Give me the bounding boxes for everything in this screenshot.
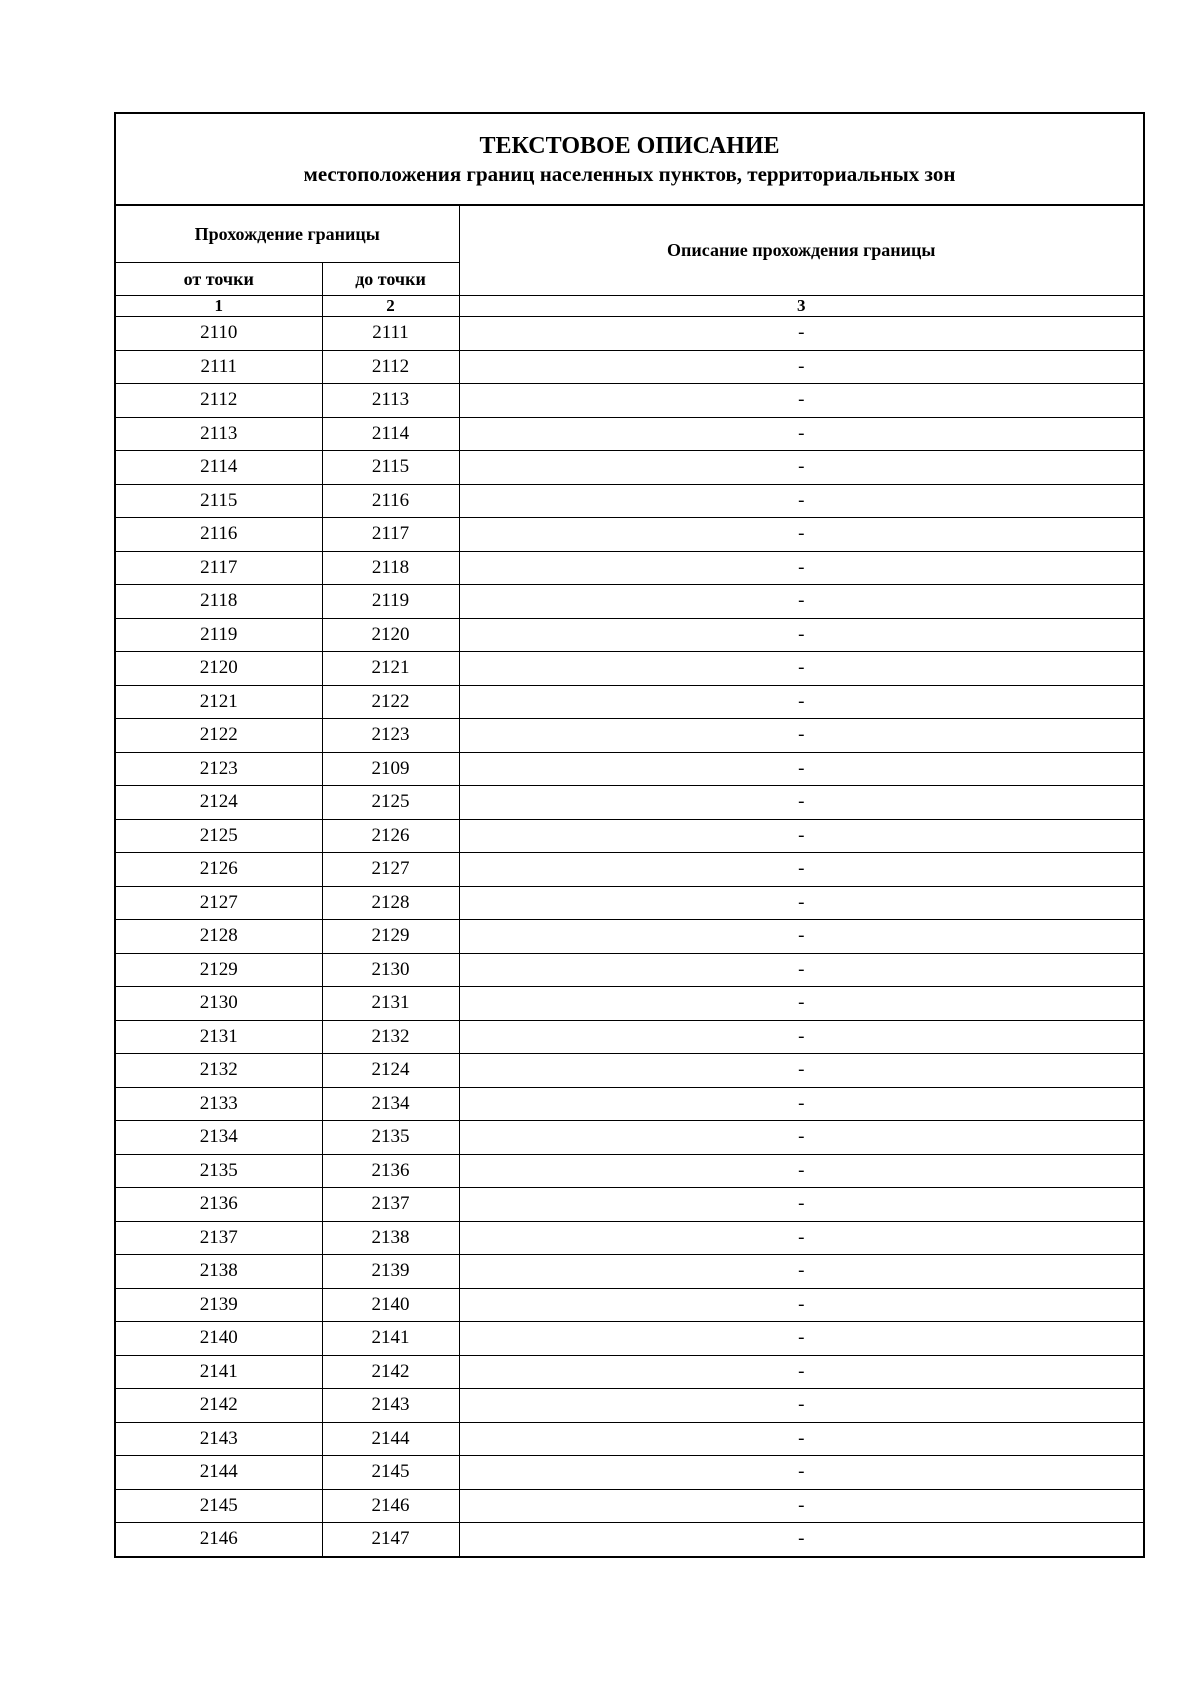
cell-to-point: 2117 (322, 518, 459, 552)
table-row (116, 1288, 1143, 1322)
cell-description: - (459, 652, 1143, 686)
cell-to-point: 2119 (322, 585, 459, 619)
table-row (116, 484, 1143, 518)
cell-from-point: 2118 (116, 585, 322, 619)
cell-description: - (459, 685, 1143, 719)
table-row (116, 1087, 1143, 1121)
cell-to-point: 2109 (322, 752, 459, 786)
cell-to-point: 2142 (322, 1355, 459, 1389)
cell-to-point: 2137 (322, 1188, 459, 1222)
table-row (116, 886, 1143, 920)
cell-description: - (459, 384, 1143, 418)
cell-description: - (459, 987, 1143, 1021)
table-row (116, 987, 1143, 1021)
cell-from-point: 2122 (116, 719, 322, 753)
cell-description: - (459, 1422, 1143, 1456)
table-row (116, 685, 1143, 719)
table-row (116, 920, 1143, 954)
cell-description: - (459, 417, 1143, 451)
cell-from-point: 2127 (116, 886, 322, 920)
cell-description: - (459, 484, 1143, 518)
table-row (116, 1020, 1143, 1054)
header-description: Описание прохождения границы (459, 206, 1143, 296)
cell-from-point: 2135 (116, 1154, 322, 1188)
cell-from-point: 2129 (116, 953, 322, 987)
cell-to-point: 2111 (322, 317, 459, 351)
cell-description: - (459, 1020, 1143, 1054)
cell-from-point: 2145 (116, 1489, 322, 1523)
cell-from-point: 2121 (116, 685, 322, 719)
cell-to-point: 2146 (322, 1489, 459, 1523)
header-boundary-passage: Прохождение границы (116, 206, 459, 263)
cell-from-point: 2128 (116, 920, 322, 954)
column-number-1: 1 (116, 296, 322, 317)
cell-description: - (459, 1288, 1143, 1322)
cell-description: - (459, 451, 1143, 485)
column-number-2: 2 (322, 296, 459, 317)
cell-from-point: 2139 (116, 1288, 322, 1322)
cell-from-point: 2119 (116, 618, 322, 652)
table-row (116, 451, 1143, 485)
cell-to-point: 2112 (322, 350, 459, 384)
cell-description: - (459, 819, 1143, 853)
cell-from-point: 2110 (116, 317, 322, 351)
cell-from-point: 2141 (116, 1355, 322, 1389)
table-row (116, 1389, 1143, 1423)
cell-description: - (459, 1121, 1143, 1155)
cell-to-point: 2138 (322, 1221, 459, 1255)
table-row (116, 1322, 1143, 1356)
cell-to-point: 2122 (322, 685, 459, 719)
table-row (116, 1422, 1143, 1456)
header-from-point: от точки (116, 263, 322, 296)
table-row (116, 1489, 1143, 1523)
cell-from-point: 2137 (116, 1221, 322, 1255)
table-row (116, 1255, 1143, 1289)
cell-from-point: 2124 (116, 786, 322, 820)
cell-description: - (459, 1255, 1143, 1289)
cell-from-point: 2115 (116, 484, 322, 518)
cell-description: - (459, 1322, 1143, 1356)
cell-to-point: 2130 (322, 953, 459, 987)
table-row (116, 719, 1143, 753)
header-to-point: до точки (322, 263, 459, 296)
cell-to-point: 2131 (322, 987, 459, 1021)
cell-from-point: 2112 (116, 384, 322, 418)
table-row (116, 652, 1143, 686)
table-row (116, 417, 1143, 451)
table-row (116, 1154, 1143, 1188)
cell-from-point: 2114 (116, 451, 322, 485)
cell-description: - (459, 1154, 1143, 1188)
cell-to-point: 2136 (322, 1154, 459, 1188)
cell-description: - (459, 1489, 1143, 1523)
cell-from-point: 2143 (116, 1422, 322, 1456)
cell-from-point: 2146 (116, 1523, 322, 1556)
cell-from-point: 2117 (116, 551, 322, 585)
cell-from-point: 2136 (116, 1188, 322, 1222)
title-block (116, 114, 1143, 206)
cell-description: - (459, 585, 1143, 619)
cell-description: - (459, 752, 1143, 786)
table-row (116, 1523, 1143, 1556)
table-row (116, 1054, 1143, 1088)
cell-to-point: 2113 (322, 384, 459, 418)
cell-description: - (459, 886, 1143, 920)
cell-to-point: 2125 (322, 786, 459, 820)
cell-from-point: 2142 (116, 1389, 322, 1423)
cell-to-point: 2144 (322, 1422, 459, 1456)
boundary-table (116, 206, 1143, 1556)
cell-to-point: 2123 (322, 719, 459, 753)
table-row (116, 1456, 1143, 1490)
cell-from-point: 2138 (116, 1255, 322, 1289)
cell-to-point: 2139 (322, 1255, 459, 1289)
cell-from-point: 2131 (116, 1020, 322, 1054)
table-row (116, 1188, 1143, 1222)
cell-description: - (459, 1221, 1143, 1255)
cell-to-point: 2140 (322, 1288, 459, 1322)
cell-description: - (459, 551, 1143, 585)
cell-to-point: 2120 (322, 618, 459, 652)
cell-description: - (459, 317, 1143, 351)
cell-description: - (459, 1389, 1143, 1423)
column-number-3: 3 (459, 296, 1143, 317)
cell-to-point: 2116 (322, 484, 459, 518)
cell-to-point: 2118 (322, 551, 459, 585)
cell-to-point: 2143 (322, 1389, 459, 1423)
document-title: ТЕКСТОВОЕ ОПИСАНИЕ (479, 133, 780, 159)
table-row (116, 786, 1143, 820)
cell-to-point: 2147 (322, 1523, 459, 1556)
cell-from-point: 2133 (116, 1087, 322, 1121)
cell-from-point: 2144 (116, 1456, 322, 1490)
cell-description: - (459, 1087, 1143, 1121)
table-row (116, 1221, 1143, 1255)
cell-description: - (459, 853, 1143, 887)
table-row (116, 752, 1143, 786)
cell-from-point: 2120 (116, 652, 322, 686)
cell-description: - (459, 1355, 1143, 1389)
cell-description: - (459, 920, 1143, 954)
cell-to-point: 2128 (322, 886, 459, 920)
table-row (116, 585, 1143, 619)
table-row (116, 819, 1143, 853)
boundary-description-sheet (114, 112, 1145, 1558)
table-row (116, 1121, 1143, 1155)
cell-description: - (459, 1054, 1143, 1088)
table-row (116, 551, 1143, 585)
cell-to-point: 2129 (322, 920, 459, 954)
cell-description: - (459, 618, 1143, 652)
cell-from-point: 2113 (116, 417, 322, 451)
cell-description: - (459, 1456, 1143, 1490)
cell-from-point: 2132 (116, 1054, 322, 1088)
cell-from-point: 2126 (116, 853, 322, 887)
cell-to-point: 2141 (322, 1322, 459, 1356)
cell-from-point: 2123 (116, 752, 322, 786)
cell-description: - (459, 1188, 1143, 1222)
cell-to-point: 2134 (322, 1087, 459, 1121)
cell-to-point: 2114 (322, 417, 459, 451)
table-body (116, 317, 1143, 1556)
cell-to-point: 2127 (322, 853, 459, 887)
table-row (116, 384, 1143, 418)
cell-from-point: 2140 (116, 1322, 322, 1356)
cell-to-point: 2132 (322, 1020, 459, 1054)
cell-to-point: 2121 (322, 652, 459, 686)
cell-to-point: 2115 (322, 451, 459, 485)
cell-to-point: 2126 (322, 819, 459, 853)
cell-description: - (459, 350, 1143, 384)
cell-from-point: 2130 (116, 987, 322, 1021)
cell-description: - (459, 953, 1143, 987)
table-row (116, 953, 1143, 987)
cell-description: - (459, 1523, 1143, 1556)
table-row (116, 317, 1143, 351)
cell-from-point: 2111 (116, 350, 322, 384)
cell-description: - (459, 518, 1143, 552)
cell-description: - (459, 719, 1143, 753)
table-row (116, 350, 1143, 384)
table-row (116, 518, 1143, 552)
cell-to-point: 2145 (322, 1456, 459, 1490)
cell-from-point: 2116 (116, 518, 322, 552)
cell-to-point: 2124 (322, 1054, 459, 1088)
table-row (116, 853, 1143, 887)
table-row (116, 618, 1143, 652)
cell-from-point: 2134 (116, 1121, 322, 1155)
cell-to-point: 2135 (322, 1121, 459, 1155)
table-row (116, 1355, 1143, 1389)
document-subtitle: местоположения границ населенных пунктов, территориальных зон (303, 162, 956, 186)
cell-description: - (459, 786, 1143, 820)
cell-from-point: 2125 (116, 819, 322, 853)
